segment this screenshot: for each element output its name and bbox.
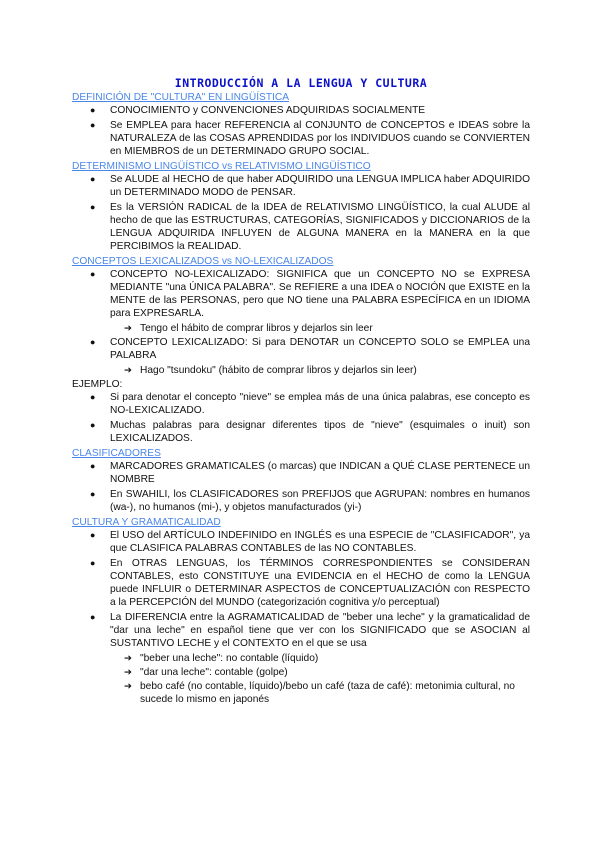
bullet-list: [72, 391, 530, 445]
sub-list: [72, 364, 530, 377]
list-item: [72, 557, 530, 609]
list-item-text: En SWAHILI, los CLASIFICADORES son PREFIJOS que AGRUPAN: nombres en humanos (wa-), no humanos (mi-), y objetos manufacturados (yi-): [110, 489, 530, 513]
section-heading-link[interactable]: CONCEPTOS LEXICALIZADOS vs NO-LEXICALIZADOS: [72, 256, 334, 267]
arrow-icon: ➔: [124, 667, 132, 678]
bullet-list: [72, 173, 530, 253]
list-item: [72, 104, 530, 117]
bullet-icon: ●: [90, 202, 96, 212]
list-item-text: Si para denotar el concepto "nieve" se emplea más de una única palabras, ese concepto es NO-LEXICALIZADO.: [110, 392, 530, 416]
list-item: [72, 119, 530, 158]
section-heading-link[interactable]: DETERMINISMO LINGÜÍSTICO vs RELATIVISMO LINGÜÍSTICO: [72, 161, 371, 172]
bullet-list: [72, 460, 530, 514]
bullet-icon: ●: [90, 612, 96, 622]
list-item: [72, 268, 530, 320]
sub-list-item-text: "beber una leche": no contable (líquido): [140, 653, 319, 664]
arrow-icon: ➔: [124, 653, 132, 664]
sub-list-item-text: Hago "tsundoku" (hábito de comprar libros y dejarlos sin leer): [140, 365, 417, 376]
list-item: [72, 201, 530, 253]
arrow-icon: ➔: [124, 365, 132, 376]
sub-list-item-text: Tengo el hábito de comprar libros y dejarlos sin leer: [140, 323, 373, 334]
bullet-icon: ●: [90, 337, 96, 347]
sub-list-item-text: "dar una leche": contable (golpe): [140, 667, 288, 678]
list-item: [72, 173, 530, 199]
list-item: [72, 460, 530, 486]
section-heading-link[interactable]: DEFINICIÓN DE "CULTURA" EN LINGÜÍSTICA: [72, 92, 290, 103]
list-item: [72, 488, 530, 514]
list-item-text: CONCEPTO NO-LEXICALIZADO: SIGNIFICA que un CONCEPTO NO se EXPRESA MEDIANTE "una ÚNICA PALABRA". Se REFIERE a una IDEA o NOCIÓN que EXISTE en la MENTE de las PERSONAS, pero que NO tiene una PALABRA ESPECÍFICA en un IDIOMA para EXPRESARLA.: [110, 269, 530, 319]
bullet-icon: ●: [90, 105, 96, 115]
bullet-icon: ●: [90, 461, 96, 471]
bullet-icon: ●: [90, 489, 96, 499]
bullet-icon: ●: [90, 530, 96, 540]
list-item-text: La DIFERENCIA entre la AGRAMATICALIDAD de "beber una leche" y la gramaticalidad de "dar una leche" en español tiene que ver con los SIGNIFICADO que se ASOCIAN al SUSTANTIVO LECHE y el CONTEXTO en el que se usa: [110, 612, 530, 649]
sub-list-item: [72, 666, 530, 679]
list-item-text: Se EMPLEA para hacer REFERENCIA al CONJUNTO de CONCEPTOS e IDEAS sobre la NATURALEZA de las COSAS APRENDIDAS por los INDIVIDUOS cuando se CONVIERTEN en MIEMBROS de un DETERMINADO GRUPO SOCIAL.: [110, 120, 530, 157]
bullet-list: [72, 529, 530, 706]
sub-list-item: [72, 364, 530, 377]
list-item-text: MARCADORES GRAMATICALES (o marcas) que INDICAN a QUÉ CLASE PERTENECE un NOMBRE: [110, 461, 530, 485]
arrow-icon: ➔: [124, 323, 132, 334]
bullet-icon: ●: [90, 558, 96, 568]
section-heading: EJEMPLO:: [72, 379, 123, 390]
section-heading-link[interactable]: CLASIFICADORES: [72, 448, 161, 459]
list-item-text: CONCEPTO LEXICALIZADO: Si para DENOTAR un CONCEPTO SOLO se EMPLEA una PALABRA: [110, 337, 530, 361]
sub-list: [72, 322, 530, 335]
document-page: [72, 76, 530, 707]
bullet-icon: ●: [90, 120, 96, 130]
list-item: [72, 529, 530, 555]
sub-list-item-text: bebo café (no contable, líquido)/bebo un café (taza de café): metonimia cultural, no sucede lo mismo en japonés: [140, 681, 515, 705]
section-heading-link[interactable]: CULTURA Y GRAMATICALIDAD: [72, 517, 221, 528]
bullet-list: [72, 104, 530, 158]
bullet-icon: ●: [90, 174, 96, 184]
list-item-text: El USO del ARTÍCULO INDEFINIDO en INGLÉS es una ESPECIE de "CLASIFICADOR", ya que CLASIFICA PALABRAS CONTABLES de las NO CONTABLES.: [110, 530, 530, 554]
list-item: [72, 336, 530, 362]
bullet-list: [72, 268, 530, 377]
bullet-icon: ●: [90, 392, 96, 402]
bullet-icon: ●: [90, 269, 96, 279]
sub-list-item: [72, 652, 530, 665]
list-item-text: En OTRAS LENGUAS, los TÉRMINOS CORRESPONDIENTES se CONSIDERAN CONTABLES, esto CONSTITUYE una EVIDENCIA en el HECHO de como la LENGUA puede INFLUIR o DETERMINAR ASPECTOS de CONCEPTUALIZACIÓN con RESPECTO a la PERCEPCIÓN del MUNDO (categorización cognitiva y/o perceptual): [110, 558, 530, 608]
bullet-icon: ●: [90, 420, 96, 430]
sub-list-item: [72, 322, 530, 335]
list-item: [72, 391, 530, 417]
list-item-text: Se ALUDE al HECHO de que haber ADQUIRIDO una LENGUA IMPLICA haber ADQUIRIDO un DETERMINADO MODO de PENSAR.: [110, 174, 530, 198]
sub-list: [72, 652, 530, 706]
document-content: [72, 91, 530, 706]
arrow-icon: ➔: [124, 681, 132, 692]
list-item-text: CONOCIMIENTO y CONVENCIONES ADQUIRIDAS SOCIALMENTE: [110, 105, 426, 116]
list-item-text: Es la VERSIÓN RADICAL de la IDEA de RELATIVISMO LINGÜÍSTICO, la cual ALUDE al hecho de que las ESTRUCTURAS, CATEGORÍAS, SIGNIFICADOS y DICCIONARIOS de la LENGUA ADQUIRIDA INFLUYEN de ALGUNA MANERA en la MANERA en la que PERCIBIMOS la REALIDAD.: [110, 202, 530, 252]
list-item-text: Muchas palabras para designar diferentes tipos de "nieve" (esquimales o inuit) son LEXICALIZADOS.: [110, 420, 530, 444]
sub-list-item: [72, 680, 530, 706]
list-item: [72, 419, 530, 445]
document-title: INTRODUCCIÓN A LA LENGUA Y CULTURA: [174, 76, 428, 90]
list-item: [72, 611, 530, 650]
